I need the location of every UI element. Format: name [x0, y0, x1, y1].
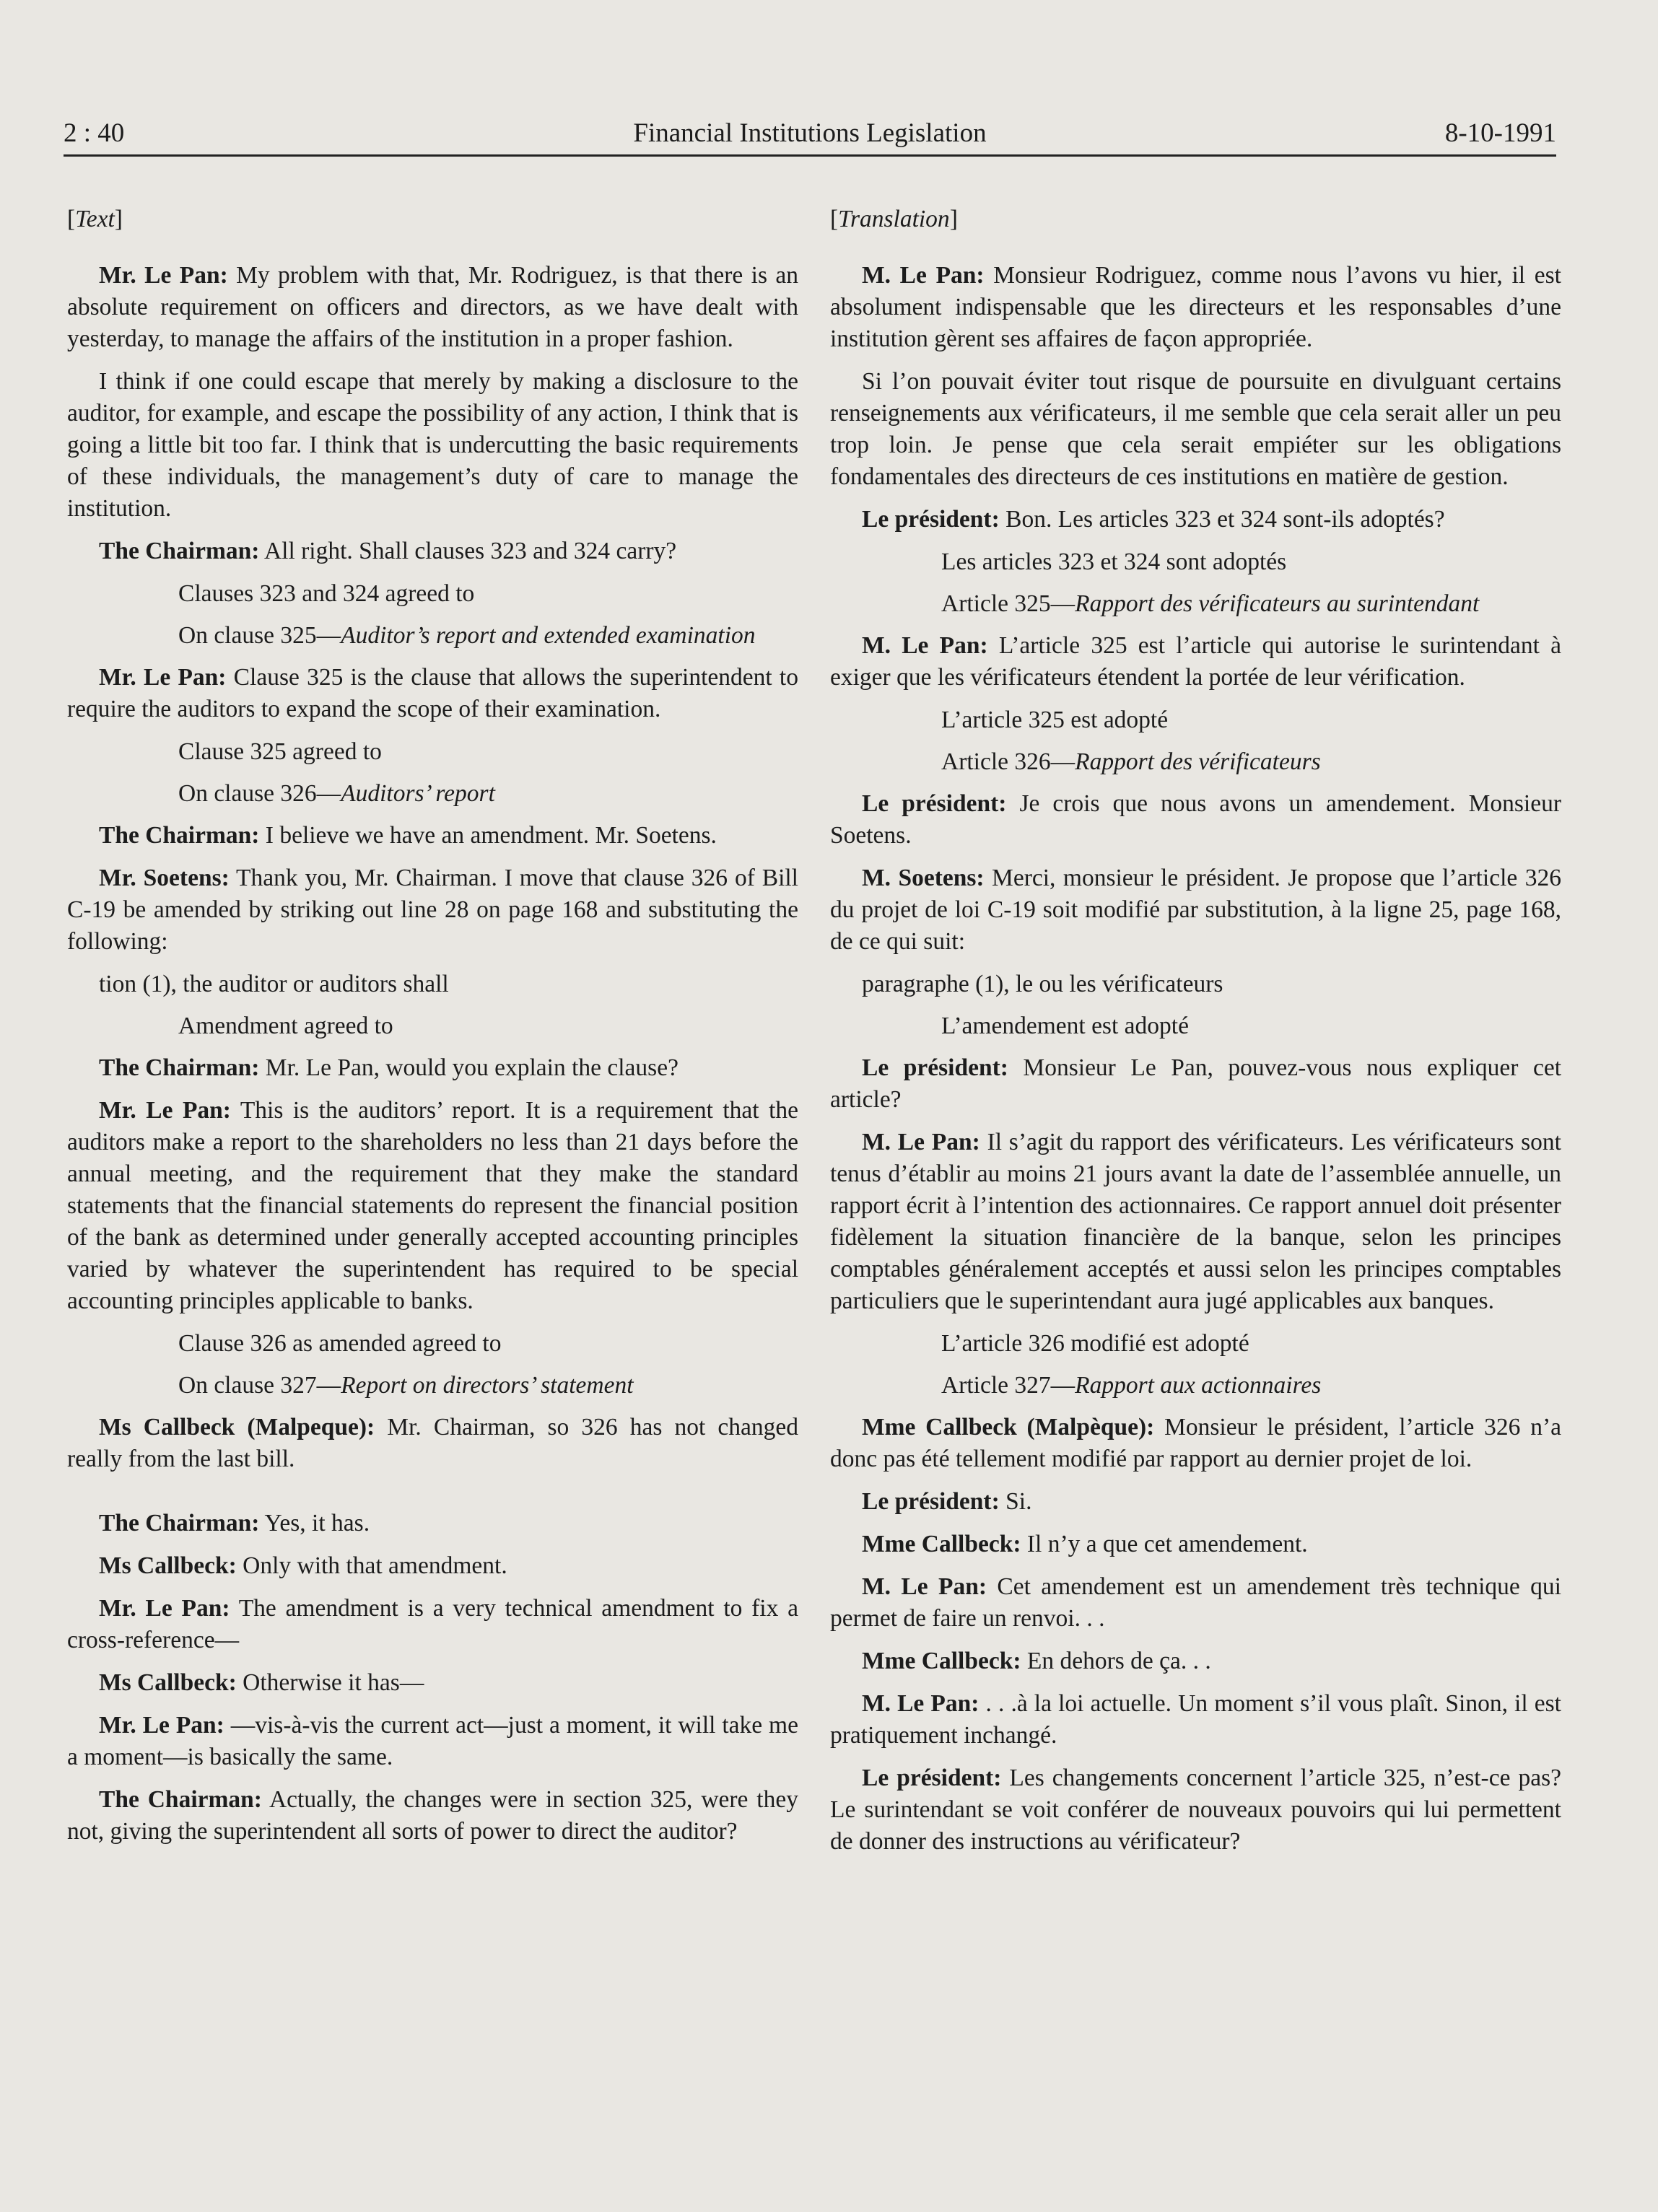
speaker-name: The Chairman: [99, 538, 260, 564]
speech-text: Bon. Les articles 323 et 324 sont-ils adoptés? [999, 506, 1445, 533]
clause-number: On clause 327— [178, 1372, 341, 1399]
section-label-text: Text [75, 206, 115, 232]
speech-text: Monsieur Rodriguez, comme nous l’avons vu hier, il est absolument indispensable que les directeurs et les responsables d’une institution gèrent ses affaires de façon appropriée. [830, 262, 1561, 352]
speech-paragraph [830, 1529, 1561, 1560]
speech-paragraph [830, 504, 1561, 535]
clause-title: Rapport aux actionnaires [1075, 1372, 1322, 1399]
clause-heading [830, 1370, 1561, 1402]
speech-text: Je crois que nous avons un amendement. Monsieur Soetens. [830, 790, 1562, 849]
speaker-name: Le président: [862, 506, 1000, 533]
speech-paragraph [830, 1052, 1561, 1116]
speaker-name: Le président: [862, 1765, 1002, 1791]
speaker-name: The Chairman: [99, 1054, 260, 1081]
speech-text: . . .à la loi actuelle. Un moment s’il vous plaît. Sinon, il est pratiquement inchangé. [830, 1690, 1561, 1749]
clause-title: Report on directors’ statement [341, 1372, 634, 1399]
clause-number: On clause 325— [178, 622, 341, 649]
speech-text: Mr. Le Pan, would you explain the clause? [259, 1054, 679, 1081]
section-label [67, 204, 798, 235]
speech-paragraph [67, 1710, 798, 1773]
clause-number: On clause 326— [178, 780, 341, 807]
speaker-name: Le président: [862, 790, 1007, 817]
agreement-line: Clause 325 agreed to [178, 738, 382, 765]
speaker-name: Ms Callbeck (Malpeque): [99, 1414, 375, 1441]
left-column-english [67, 204, 798, 1858]
speaker-name: M. Le Pan: [862, 1573, 987, 1600]
amendment-text: paragraphe (1), le ou les vérificateurs [862, 971, 1223, 997]
clause-heading [67, 1370, 798, 1402]
page-number: 2 : 40 [64, 118, 125, 148]
clause-number: Article 326— [941, 748, 1075, 775]
speaker-name: Mr. Le Pan: [99, 1097, 231, 1124]
speaker-name: Mr. Le Pan: [99, 1595, 230, 1622]
speaker-name: Mr. Le Pan: [99, 664, 227, 691]
speech-paragraph [67, 260, 798, 355]
speech-paragraph [67, 535, 798, 567]
spacer [67, 1486, 798, 1508]
clause-heading [67, 778, 798, 810]
speaker-name: M. Le Pan: [862, 1129, 980, 1155]
clause-heading [67, 620, 798, 652]
clause-heading [830, 746, 1561, 778]
speech-text: Monsieur le président, l’article 326 n’a donc pas été tellement modifié par rapport au dernier projet de loi. [830, 1414, 1561, 1472]
clause-number: Article 327— [941, 1372, 1075, 1399]
speech-paragraph [830, 1762, 1561, 1858]
speech-paragraph [830, 1486, 1561, 1518]
speech-paragraph [830, 1127, 1561, 1317]
speaker-name: Mme Callbeck: [862, 1531, 1021, 1557]
speech-paragraph [830, 788, 1561, 852]
speech-paragraph [830, 1688, 1561, 1752]
agreement-line: L’article 326 modifié est adopté [941, 1330, 1249, 1357]
speech-text: —vis-à-vis the current act—just a moment, it will take me a moment—is basically the same. [67, 1712, 798, 1770]
agreement-line: Clause 326 as amended agreed to [178, 1330, 502, 1357]
bracket: ] [949, 206, 958, 232]
bracket: [ [830, 206, 839, 232]
speech-text: I believe we have an amendment. Mr. Soetens. [259, 822, 717, 849]
speaker-name: Mr. Le Pan: [99, 1712, 224, 1739]
clause-title: Rapport des vérificateurs [1075, 748, 1321, 775]
speech-paragraph [67, 1784, 798, 1848]
right-column-french [830, 204, 1561, 1868]
speech-paragraph [67, 662, 798, 725]
speech-text: Monsieur Le Pan, pouvez-vous nous expliquer cet article? [830, 1054, 1561, 1113]
speech-paragraph [67, 1095, 798, 1317]
speaker-name: Mme Callbeck (Malpèque): [862, 1414, 1155, 1441]
speaker-name: M. Le Pan: [862, 1690, 979, 1717]
speech-text: Actually, the changes were in section 325, were they not, giving the superintendent all sorts of power to direct the auditor? [67, 1786, 798, 1845]
header-date: 8-10-1991 [1444, 118, 1556, 148]
speech-paragraph [67, 862, 798, 958]
clause-title: Auditors’ report [341, 780, 495, 807]
speech-text: Otherwise it has— [236, 1669, 424, 1696]
speech-paragraph [830, 862, 1561, 958]
speech-paragraph [830, 1645, 1561, 1677]
agreement-line: L’article 325 est adopté [941, 707, 1169, 733]
speech-paragraph [67, 1550, 798, 1582]
running-title: Financial Institutions Legislation [633, 118, 987, 148]
speech-text: Merci, monsieur le président. Je propose que l’article 326 du projet de loi C-19 soit modifié par substitution, à la ligne 25, page 168, de ce qui suit: [830, 865, 1562, 955]
page-header [64, 114, 1556, 157]
speech-paragraph [67, 366, 798, 525]
section-label [830, 204, 1561, 235]
speech-text: Si. [999, 1488, 1032, 1515]
speech-paragraph [67, 1593, 798, 1656]
speech-paragraph [830, 630, 1561, 694]
speaker-name: Mr. Soetens: [99, 865, 230, 891]
clause-title: Rapport des vérificateurs au surintendant [1075, 590, 1480, 617]
section-label-text: Translation [838, 206, 950, 232]
speech-paragraph [67, 1667, 798, 1699]
speaker-name: Mme Callbeck: [862, 1648, 1021, 1674]
clause-number: Article 325— [941, 590, 1075, 617]
speech-text: Il n’y a que cet amendement. [1021, 1531, 1308, 1557]
speech-paragraph [830, 366, 1561, 493]
speech-text: My problem with that, Mr. Rodriguez, is that there is an absolute requirement on officers and directors, as we have dealt with yesterday, to manage the affairs of the institution in a proper fashion. [67, 262, 798, 352]
speech-text: The amendment is a very technical amendment to fix a cross-reference— [67, 1595, 798, 1653]
speaker-name: Le président: [862, 1488, 1000, 1515]
speaker-name: M. Soetens: [862, 865, 985, 891]
speech-text: L’article 325 est l’article qui autorise le surintendant à exiger que les vérificateurs étendent la portée de leur vérification. [830, 632, 1561, 691]
speech-paragraph [830, 1571, 1561, 1635]
speaker-name: The Chairman: [99, 1786, 262, 1813]
speech-text: Thank you, Mr. Chairman. I move that clause 326 of Bill C-19 be amended by striking out line 28 on page 168 and substituting the following: [67, 865, 798, 955]
speech-text: All right. Shall clauses 323 and 324 carry? [259, 538, 677, 564]
speech-paragraph [67, 1412, 798, 1475]
speaker-name: The Chairman: [99, 822, 260, 849]
agreement-line: Amendment agreed to [178, 1013, 393, 1039]
speaker-name: M. Le Pan: [862, 262, 985, 289]
agreement-line: Les articles 323 et 324 sont adoptés [941, 548, 1287, 575]
speech-text: Clause 325 is the clause that allows the superintendent to require the auditors to expand the scope of their examination. [67, 664, 798, 722]
speech-text: Only with that amendment. [236, 1552, 507, 1579]
speaker-name: Mr. Le Pan: [99, 262, 228, 289]
speech-paragraph [67, 1508, 798, 1539]
speech-paragraph [830, 260, 1561, 355]
speech-text: Les changements concernent l’article 325, n’est-ce pas? Le surintendant se voit conférer de nouveaux pouvoirs qui lui permettent de donner des instructions au vérificateur? [830, 1765, 1561, 1855]
speech-paragraph [67, 1052, 798, 1084]
amendment-text: tion (1), the auditor or auditors shall [99, 971, 449, 997]
speech-paragraph [67, 820, 798, 852]
speech-text: Cet amendement est un amendement très technique qui permet de faire un renvoi. . . [830, 1573, 1561, 1632]
speech-paragraph [830, 1412, 1561, 1475]
clause-heading [830, 588, 1561, 620]
speech-text: En dehors de ça. . . [1021, 1648, 1211, 1674]
speaker-name: Le président: [862, 1054, 1008, 1081]
bracket: ] [114, 206, 123, 232]
speech-text: This is the auditors’ report. It is a requirement that the auditors make a report to the shareholders no less than 21 days before the annual meeting, and the requirement that they make the standard statements that the financial statements do represent the financial position of the bank as determined under generally accepted accounting principles varied by whatever the superintendent has required to be special accounting principles applicable to banks. [67, 1097, 798, 1314]
speech-text: I think if one could escape that merely by making a disclosure to the auditor, for example, and escape the possibility of any action, I think that is going a little bit too far. I think that is undercutting the basic requirements of these individuals, the management’s duty of care to manage the institution. [67, 368, 798, 522]
agreement-line: L’amendement est adopté [941, 1013, 1189, 1039]
speech-text: Il s’agit du rapport des vérificateurs. Les vérificateurs sont tenus d’établir au moins 21 jours avant la date de l’assemblée annuelle, un rapport écrit à l’intention des actionnaires. Ce rapport annuel doit présenter fidèlement la situation financière de la banque, selon les principes comptables généralement acceptés et aussi selon les principes comptables particuliers que le superintendant aura jugé applicables aux banques. [830, 1129, 1561, 1314]
speaker-name: The Chairman: [99, 1510, 260, 1536]
speaker-name: Ms Callbeck: [99, 1552, 237, 1579]
bracket: [ [67, 206, 76, 232]
agreement-line: Clauses 323 and 324 agreed to [178, 580, 475, 607]
speaker-name: Ms Callbeck: [99, 1669, 237, 1696]
clause-title: Auditor’s report and extended examination [341, 622, 756, 649]
speech-text: Yes, it has. [259, 1510, 370, 1536]
speech-text: Mr. Chairman, so 326 has not changed really from the last bill. [67, 1414, 798, 1472]
speech-text: Si l’on pouvait éviter tout risque de poursuite en divulguant certains renseignements aux vérificateurs, il me semble que cela serait aller un peu trop loin. Je pense que cela serait empiéter sur les obligations fondamentales des directeurs de ces institutions en matière de gestion. [830, 368, 1561, 490]
speaker-name: M. Le Pan: [862, 632, 988, 659]
